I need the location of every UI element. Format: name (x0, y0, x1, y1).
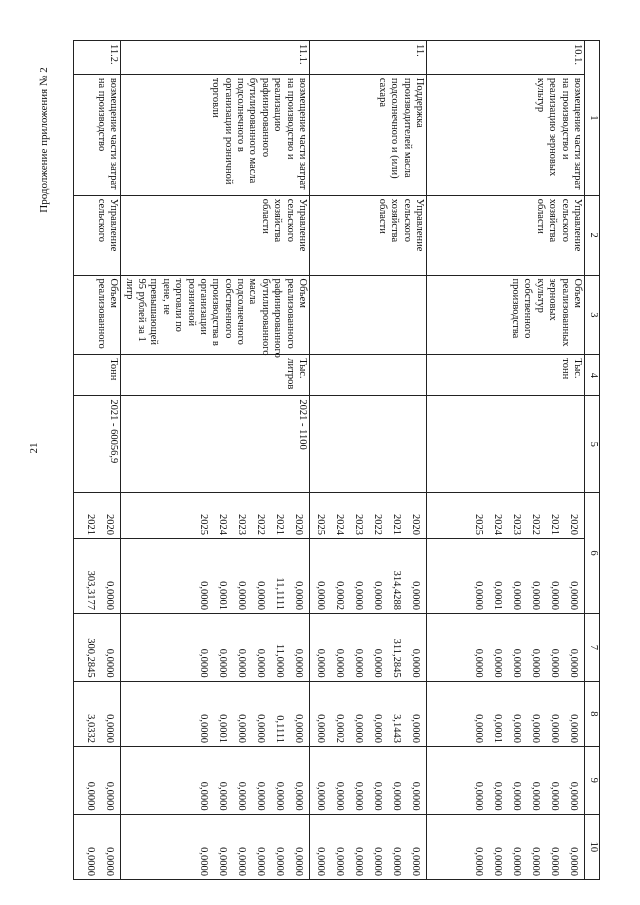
value: 0,0000 (549, 714, 560, 743)
value: 0,0000 (293, 648, 304, 678)
value: 0,0002 (334, 714, 345, 743)
row-number: 10.1. (427, 41, 585, 75)
year: 2021 (391, 514, 402, 536)
year: 2022 (530, 514, 541, 536)
value: 0,0000 (217, 648, 228, 678)
year: 2025 (473, 514, 484, 536)
unit: Тыс. литров (121, 355, 310, 396)
value: 0,0000 (293, 714, 304, 743)
year: 2024 (334, 514, 345, 536)
value: 0,0000 (511, 781, 522, 811)
indicator-name: Объем реализованного (74, 275, 121, 355)
value: 303,3177 (85, 570, 97, 610)
value: 0,0002 (334, 581, 345, 610)
year: 2023 (511, 514, 522, 536)
value: 0,0000 (372, 581, 383, 610)
value: 0,0000 (236, 781, 247, 811)
value: 0,0000 (236, 648, 247, 678)
year: 2020 (104, 514, 116, 536)
value: 0,0000 (217, 847, 228, 876)
col6-values (74, 539, 121, 614)
page-number: 21 (28, 442, 40, 454)
col9-values (121, 746, 310, 814)
measure-name: возмещение части затрат на производство (74, 74, 121, 195)
col10-values (121, 814, 310, 879)
col10-values (310, 814, 427, 879)
years-cell (121, 493, 310, 539)
unit: Тонн (74, 355, 121, 396)
value: 0,0000 (473, 581, 484, 610)
value: 0,0000 (568, 648, 579, 678)
year: 2025 (198, 514, 209, 536)
value: 0,0000 (293, 781, 304, 811)
value: 0,0000 (315, 581, 326, 610)
value: 0,0000 (568, 581, 579, 610)
value: 0,0000 (334, 847, 345, 876)
target-value (310, 396, 427, 493)
value: 0,0001 (217, 581, 228, 610)
value: 0,0000 (511, 581, 522, 610)
years-cell (310, 493, 427, 539)
col-header-8: 8 (585, 681, 600, 746)
value: 0,0000 (391, 781, 402, 811)
value: 0,0001 (492, 714, 503, 743)
value: 0,0000 (104, 648, 116, 678)
value: 3,1443 (391, 714, 402, 743)
year: 2023 (236, 514, 247, 536)
year: 2021 (549, 514, 560, 536)
value: 0,0000 (315, 648, 326, 678)
years-cell (74, 493, 121, 539)
value: 0,0001 (492, 581, 503, 610)
value: 0,0000 (293, 581, 304, 610)
value: 0,0000 (217, 781, 228, 811)
value: 0,0000 (255, 847, 266, 876)
value: 0,0000 (473, 714, 484, 743)
col7-values (121, 613, 310, 681)
value: 0,0000 (236, 581, 247, 610)
col-header-7: 7 (585, 613, 600, 681)
value: 0,0000 (511, 648, 522, 678)
value: 0,0000 (293, 847, 304, 876)
value: 0,0000 (568, 714, 579, 743)
value: 0,0000 (104, 847, 116, 876)
year: 2022 (255, 514, 266, 536)
unit (310, 355, 427, 396)
value: 0,0000 (530, 781, 541, 811)
col6-values (427, 539, 585, 614)
value: 0,0000 (568, 847, 579, 876)
value: 0,0001 (217, 714, 228, 743)
value: 0,0000 (353, 648, 364, 678)
value: 314,4288 (391, 570, 402, 610)
responsible-department: Управление сельского (74, 195, 121, 275)
value: 0,0000 (353, 714, 364, 743)
value: 0,0000 (85, 781, 97, 811)
subsidy-table (73, 40, 600, 880)
value: 0,0000 (315, 714, 326, 743)
col-header-1: 1 (585, 41, 600, 196)
col6-values (310, 539, 427, 614)
responsible-department: Управление сельского хозяйства области (121, 195, 310, 275)
value: 0,0000 (104, 781, 116, 811)
value: 0,0000 (85, 847, 97, 876)
value: 0,0000 (274, 847, 285, 876)
value: 3,0332 (85, 714, 97, 743)
col7-values (74, 613, 121, 681)
value: 0,0000 (372, 648, 383, 678)
measure-name: Поддержка производителей масла подсолнечного и (или) сахара (310, 74, 427, 195)
col9-values (310, 746, 427, 814)
value: 0,0000 (473, 781, 484, 811)
value: 0,0000 (473, 648, 484, 678)
value: 0,0000 (492, 847, 503, 876)
value: 0,0000 (236, 714, 247, 743)
year: 2021 (85, 514, 97, 536)
value: 11,1111 (274, 577, 285, 610)
value: 11,0000 (274, 643, 285, 678)
value: 0,0000 (410, 714, 421, 743)
value: 0,1111 (274, 715, 285, 743)
value: 0,0000 (198, 714, 209, 743)
year: 2020 (568, 514, 579, 536)
value: 0,0000 (315, 781, 326, 811)
value: 0,0000 (334, 781, 345, 811)
value: 0,0000 (255, 714, 266, 743)
year: 2020 (293, 514, 304, 536)
col8-values (310, 681, 427, 746)
value: 311,2845 (391, 638, 402, 678)
value: 0,0000 (530, 714, 541, 743)
value: 0,0000 (492, 781, 503, 811)
row-number: 11.1. (121, 41, 310, 75)
value: 0,0000 (198, 648, 209, 678)
col8-values (427, 681, 585, 746)
target-value: 2021 - 1100 (121, 396, 310, 493)
responsible-department: Управление сельского хозяйства области (427, 195, 585, 275)
table-row (427, 41, 585, 880)
col8-values (74, 681, 121, 746)
value: 0,0000 (549, 847, 560, 876)
value: 0,0000 (255, 648, 266, 678)
value: 300,2845 (85, 638, 97, 678)
value: 0,0000 (511, 714, 522, 743)
value: 0,0000 (104, 714, 116, 743)
value: 0,0000 (334, 648, 345, 678)
value: 0,0000 (410, 781, 421, 811)
col9-values (427, 746, 585, 814)
year: 2024 (217, 514, 228, 536)
col-header-4: 4 (585, 355, 600, 396)
value: 0,0000 (549, 781, 560, 811)
col-header-10: 10 (585, 814, 600, 879)
row-number: 11.2. (74, 41, 121, 75)
col7-values (427, 613, 585, 681)
value: 0,0000 (549, 581, 560, 610)
col8-values (121, 681, 310, 746)
rotated-table-area (65, 40, 600, 880)
col7-values (310, 613, 427, 681)
value: 0,0000 (511, 847, 522, 876)
value: 0,0000 (568, 781, 579, 811)
value: 0,0000 (353, 581, 364, 610)
value: 0,0000 (549, 648, 560, 678)
value: 0,0000 (391, 847, 402, 876)
value: 0,0000 (410, 847, 421, 876)
col6-values (121, 539, 310, 614)
measure-name: возмещение части затрат на производство и реализацию рафинированного бутилированного масла подсолнечного в организации розничной торговли (121, 74, 310, 195)
value: 0,0000 (274, 781, 285, 811)
target-value (427, 396, 585, 493)
value: 0,0000 (198, 847, 209, 876)
value: 0,0000 (410, 648, 421, 678)
value: 0,0000 (530, 847, 541, 876)
col9-values (74, 746, 121, 814)
value: 0,0000 (492, 648, 503, 678)
row-number: 11. (310, 41, 427, 75)
measure-name: возмещение части затрат на производство и реализацию зерновых культур (427, 74, 585, 195)
value: 0,0000 (255, 781, 266, 811)
table-row (310, 41, 427, 880)
column-number-row (585, 41, 600, 880)
value: 0,0000 (104, 581, 116, 610)
value: 0,0000 (255, 581, 266, 610)
indicator-name: Объем реализованных зерновых культур собственного производства (427, 275, 585, 355)
col10-values (74, 814, 121, 879)
target-value: 2021 - 60056,9 (74, 396, 121, 493)
value: 0,0000 (473, 847, 484, 876)
value: 0,0000 (410, 581, 421, 610)
value: 0,0000 (315, 847, 326, 876)
col-header-2: 2 (585, 195, 600, 275)
value: 0,0000 (372, 781, 383, 811)
value: 0,0000 (353, 781, 364, 811)
year: 2021 (274, 514, 285, 536)
table-row (121, 41, 310, 880)
value: 0,0000 (372, 847, 383, 876)
value: 0,0000 (530, 648, 541, 678)
value: 0,0000 (530, 581, 541, 610)
year: 2025 (315, 514, 326, 536)
unit: Тыс. тонн (427, 355, 585, 396)
year: 2023 (353, 514, 364, 536)
responsible-department: Управление сельского хозяйства области (310, 195, 427, 275)
year: 2022 (372, 514, 383, 536)
col-header-9: 9 (585, 746, 600, 814)
value: 0,0000 (198, 581, 209, 610)
indicator-name: Объем реализованного рафинированного бутилированного масла подсолнечного собственного производства в организации розничной торговли по цене, не превышающей 95 рублей за 1 литр (121, 275, 310, 355)
col-header-3: 3 (585, 275, 600, 355)
appendix-continuation-header: Продолжение приложения № 2 (38, 67, 50, 213)
col-header-5: 5 (585, 396, 600, 493)
table-row (74, 41, 121, 880)
value: 0,0000 (353, 847, 364, 876)
year: 2024 (492, 514, 503, 536)
indicator-name (310, 275, 427, 355)
years-cell (427, 493, 585, 539)
value: 0,0000 (236, 847, 247, 876)
col10-values (427, 814, 585, 879)
value: 0,0000 (372, 714, 383, 743)
col-header-6: 6 (585, 493, 600, 614)
year: 2020 (410, 514, 421, 536)
value: 0,0000 (198, 781, 209, 811)
